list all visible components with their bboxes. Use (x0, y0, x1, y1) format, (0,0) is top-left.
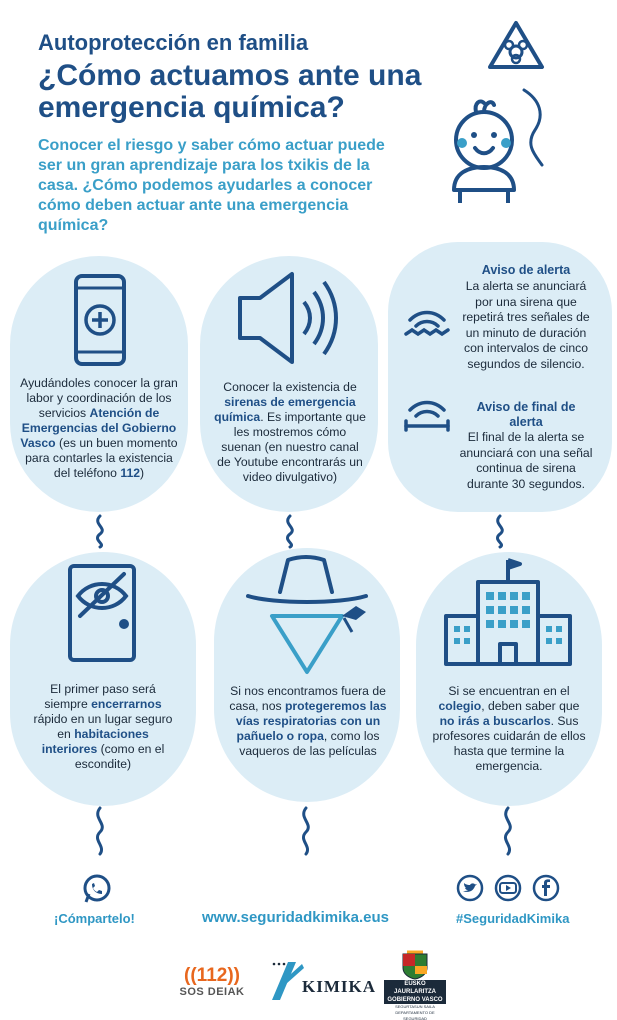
squiggle-connector (282, 514, 298, 548)
alert-signal-icon (402, 306, 452, 336)
kicker: Autoprotección en familia (38, 30, 309, 55)
hashtag-link[interactable]: #SeguridadKimika (456, 911, 570, 926)
youtube-icon[interactable] (494, 874, 522, 902)
kimika-k-mark (266, 960, 306, 1002)
squiggle-connector (92, 514, 108, 548)
squiggle-connector (500, 806, 516, 856)
child-balloon-illustration (440, 15, 570, 205)
website-link[interactable]: www.seguridadkimika.eus (202, 909, 390, 926)
door-eye-icon (66, 562, 140, 666)
end-alert-signal-icon (402, 396, 452, 432)
intro-text: Conocer el riesgo y saber cómo actuar puede ser un gran aprendizaje para los txikis de la casa. ¿Cómo podemos ayudarles a conocer cómo deben actuar ante una emergencia química? (38, 137, 385, 234)
squiggle-connector (298, 806, 314, 856)
share-label[interactable]: ¡Cómparte​lo! (54, 911, 135, 926)
card-shelter-text: El primer paso será siempre encerrarnos rápido en un lugar seguro en habitaciones interiores (como en el escondite) (33, 682, 173, 771)
card-respiratory-text: Si nos encontramos fuera de casa, nos protegeremos las vías respiratorias con un pañuelo o ropa, como los vaqueros de las películas (229, 684, 387, 758)
page-title: ¿Cómo actuamos ante una emergencia química? (38, 59, 422, 124)
twitter-icon[interactable] (456, 874, 484, 902)
end-alert-body: El final de la alerta se anunciará con una señal continua de sirena durante 30 segundos. (459, 430, 593, 491)
logo-gobierno-vasco: EUSKO JAURLARITZA GOBIERNO VASCO SEGURTASUN SAILA DEPARTAMENTO DE SEGURIDAD (384, 950, 446, 1020)
alert-title: Aviso de alerta (481, 263, 571, 277)
phone-plus-icon (72, 272, 128, 368)
squiggle-connector (92, 806, 108, 856)
whatsapp-icon[interactable] (82, 874, 112, 904)
card-emergency-services-text: Ayudándoles conocer la gran labor y coordinación de los servicios Atención de Emergencias del Gobierno Vasco (es un buen momento para contarles la existencia del teléfono 112) (20, 376, 178, 480)
logo-112: ((112)) SOS DEIAK (179, 965, 245, 998)
cowboy-hat-bandana-icon (244, 552, 374, 678)
logo-kimika: KIMIKA (266, 960, 372, 1002)
card-sirens-text: Conocer la existencia de sirenas de emergencia química. Es importante que les mostremos cómo suenan (en nuestro canal de Youtube encontrarás un video divulgativo) (214, 380, 366, 484)
coat-of-arms-icon (384, 950, 446, 980)
facebook-icon[interactable] (532, 874, 560, 902)
school-building-icon (440, 556, 576, 666)
squiggle-connector (492, 514, 508, 548)
card-school-text: Si se encuentran en el colegio, deben saber que no irás a buscarlos. Sus profesores cuidarán de ellos hasta que termine la emergencia. (432, 684, 586, 773)
speaker-icon (236, 268, 346, 368)
alert-body: La alerta se anunciará por una sirena que repetirá tres señales de un minuto de duración con intervalos de cinco segundos de silencio. (462, 279, 590, 371)
end-alert-title: Aviso de final de alerta (476, 400, 576, 429)
